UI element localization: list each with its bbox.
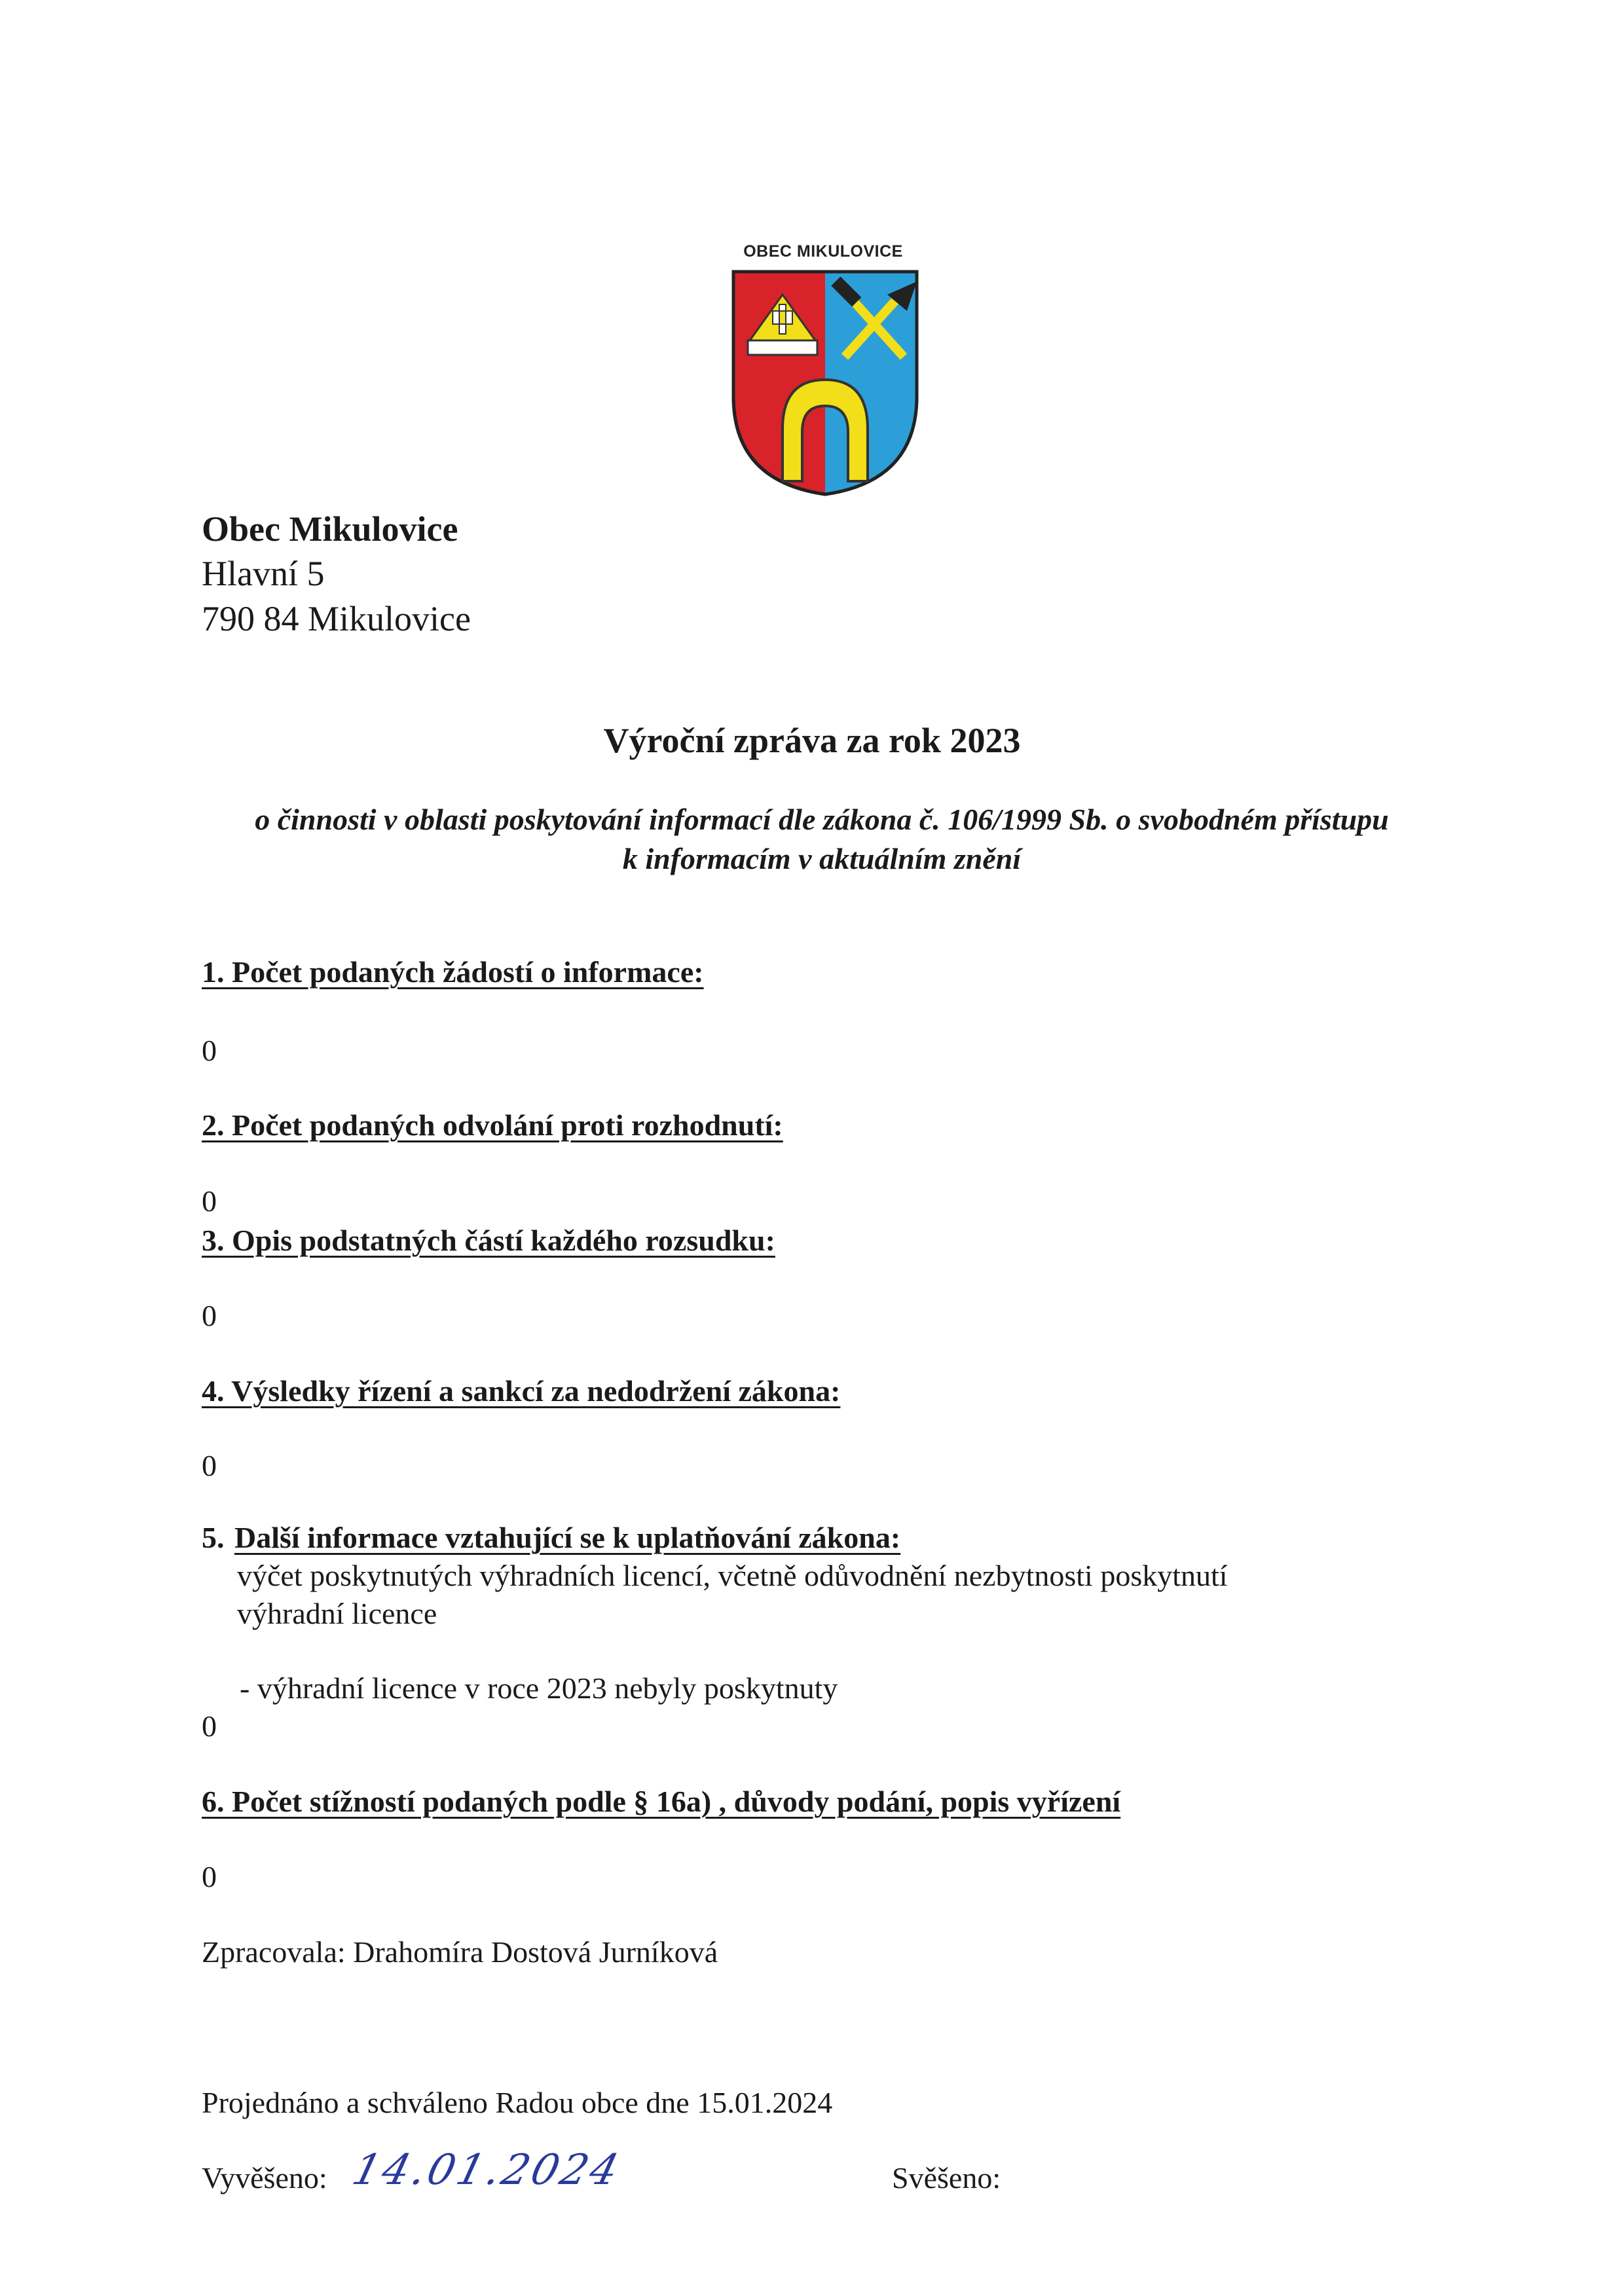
section-1-heading: 1. Počet podaných žádostí o informace: — [202, 955, 704, 989]
section-5-text-line-2: výhradní licence — [237, 1597, 437, 1630]
section-5-heading: Další informace vztahující se k uplatňování zákona: — [234, 1521, 901, 1554]
section-2-heading: 2. Počet podaných odvolání proti rozhodnutí: — [202, 1108, 783, 1142]
section-4-value: 0 — [202, 1449, 217, 1482]
section-2-value: 0 — [202, 1184, 217, 1218]
crest-caption: OBEC MIKULOVICE — [743, 242, 903, 261]
sender-name: Obec Mikulovice — [202, 509, 458, 549]
subtitle-line-2: k informacím v aktuálním znění — [622, 842, 1022, 875]
section-5-value: 0 — [202, 1709, 217, 1743]
section-6-heading: 6. Počet stížností podaných podle § 16a) , důvody podání, popis vyřízení — [202, 1785, 1121, 1818]
posted-date-handwritten: 14.01.2024 — [347, 2146, 626, 2195]
section-1-value: 0 — [202, 1034, 217, 1067]
removed-label: Svěšeno: — [892, 2161, 1001, 2195]
subtitle-line-1: o činnosti v oblasti poskytování informací dle zákona č. 106/1999 Sb. o svobodném přístupu — [255, 803, 1389, 836]
approval-note: Projednáno a schváleno Radou obce dne 15.01.2024 — [202, 2086, 833, 2119]
sender-street: Hlavní 5 — [202, 554, 325, 593]
document-title: Výroční zpráva za rok 2023 — [603, 721, 1021, 760]
section-6-value: 0 — [202, 1860, 217, 1893]
section-4-heading: 4. Výsledky řízení a sankcí za nedodržení zákona: — [202, 1374, 841, 1408]
section-3-heading: 3. Opis podstatných částí každého rozsudku: — [202, 1224, 775, 1257]
section-5-text — [237, 1557, 1228, 1633]
section-5-text-line-1: výčet poskytnutých výhradních licencí, včetně odůvodnění nezbytnosti poskytnutí — [237, 1559, 1228, 1592]
section-5-number: 5. — [202, 1521, 225, 1554]
document-subtitle — [196, 800, 1447, 879]
sender-city: 790 84 Mikulovice — [202, 599, 471, 638]
section-5-note: - výhradní licence v roce 2023 nebyly poskytnuty — [240, 1671, 838, 1705]
section-3-value: 0 — [202, 1299, 217, 1332]
prepared-by: Zpracovala: Drahomíra Dostová Jurníková — [202, 1935, 718, 1969]
posted-label: Vyvěšeno: — [202, 2161, 327, 2195]
municipal-crest-logo — [727, 265, 923, 501]
